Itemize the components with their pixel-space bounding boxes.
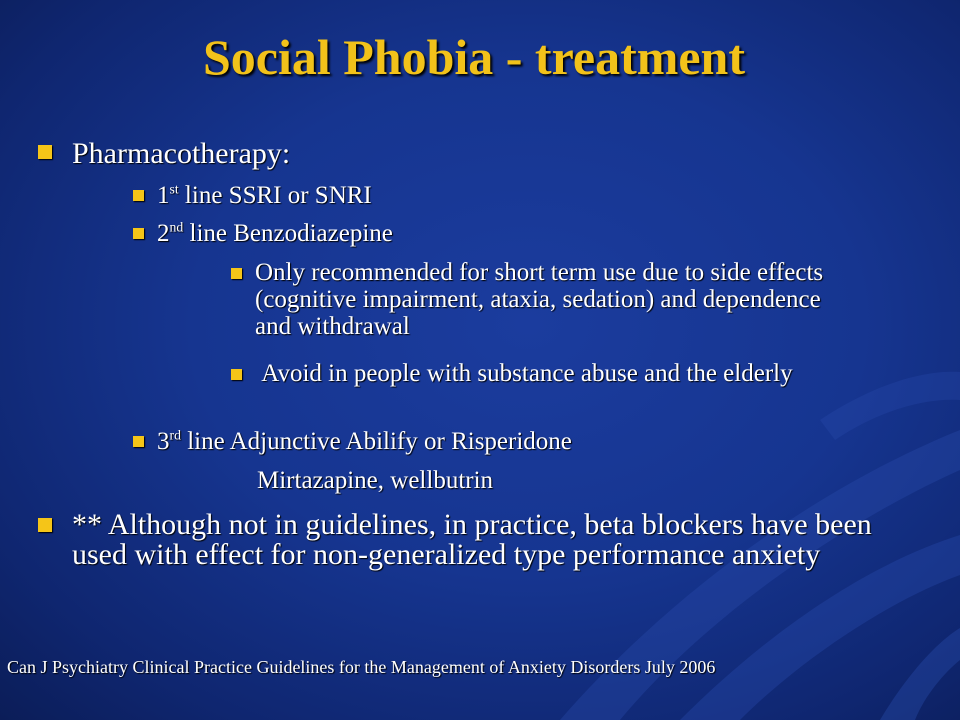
slide-title: Social Phobia - treatment <box>202 29 746 85</box>
bullet-icon <box>231 369 242 380</box>
third-line-text: 3rd line Adjunctive Abilify or Risperidone <box>157 427 572 455</box>
second-line-text: 2nd line Benzodiazepine <box>157 219 393 247</box>
citation-footer: Can J Psychiatry Clinical Practice Guidelines for the Management of Anxiety Disorders July 2006 <box>7 657 716 677</box>
bullet-icon <box>133 228 144 239</box>
avoid-text: Avoid in people with substance abuse and the elderly <box>255 360 793 387</box>
bullet-icon <box>38 518 52 532</box>
bullet-icon <box>133 190 144 201</box>
pharmacotherapy-text: Pharmacotherapy: <box>72 137 291 170</box>
bullet-icon <box>38 145 52 159</box>
bullet-icon <box>231 268 242 279</box>
bullet-icon <box>133 436 144 447</box>
first-line-text: 1st line SSRI or SNRI <box>157 181 372 209</box>
mirtazapine-text: Mirtazapine, wellbutrin <box>257 467 494 494</box>
short-term-use-text: Only recommended for short term use due to side effects (cognitive impairment, ataxia, sedation) and dependence and withdrawal <box>255 259 824 340</box>
beta-blockers-text: ** Although not in guidelines, in practice, beta blockers have been used with effect for non-generalized type performance anxiety <box>72 508 872 571</box>
